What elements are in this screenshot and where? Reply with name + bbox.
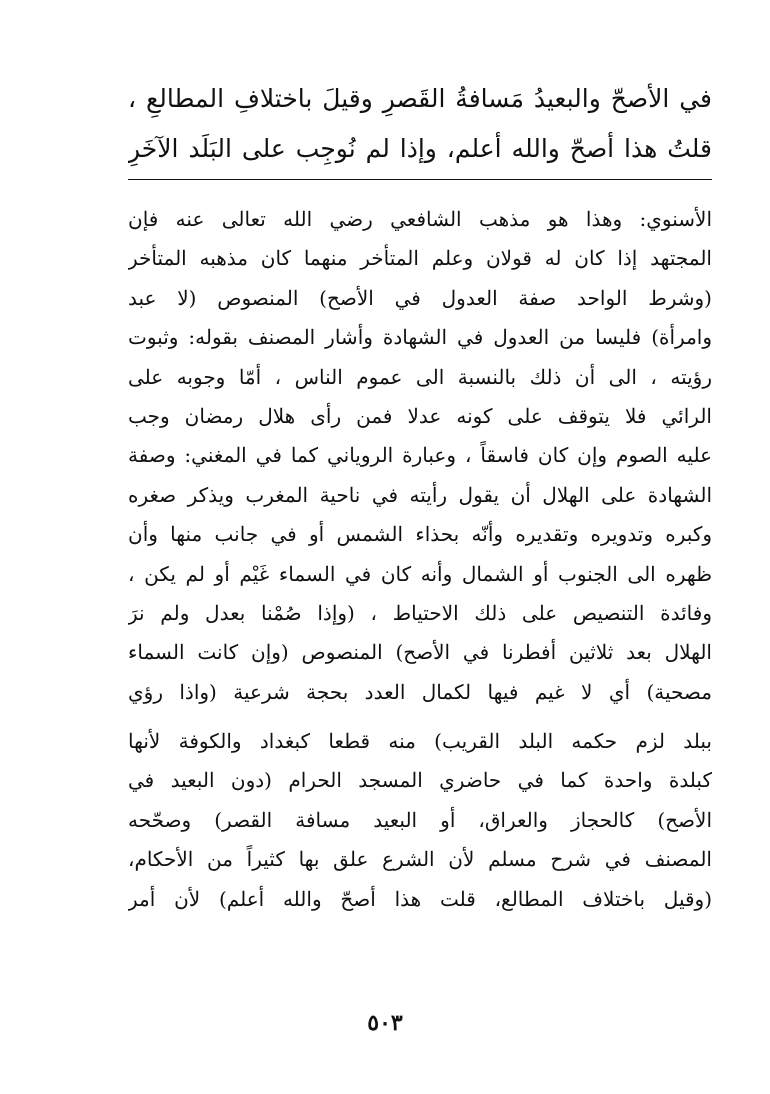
page-number: ٥٠٣ [367,1010,403,1036]
commentary-line: عليه الصوم وإن كان فاسقاً ، وعبارة الروياني كما في المغني: وصفة [128,443,712,468]
commentary-line: وامرأة) فليسا من العدول في الشهادة وأشار المصنف بقوله: وثبوت [128,325,712,350]
commentary-block [128,200,712,919]
commentary-line: (وقيل باختلاف المطالع، قلت هذا أصحّ والله أعلم) لأن أمر [128,886,712,911]
commentary-line: وكبره وتدويره وتقديره وأنّه بحذاء الشمس أو في جانب منها وأن [128,522,712,547]
commentary-line: الهلال بعد ثلاثين أفطرنا في الأصح) المنصوص (وإن كانت السماء [128,640,712,665]
main-text-line: قلتُ هذا أصحّ والله أعلم، وإذا لم نُوجِب على البَلَد الآخَرِ [128,134,712,163]
main-text-line: في الأصحّ والبعيدُ مَسافةُ القَصرِ وقيلَ باختلافِ المطالعِ ، [128,84,712,113]
commentary-line: رؤيته ، الى أن ذلك بالنسبة الى عموم الناس ، أمّا وجوبه على [128,364,712,389]
commentary-line: ظهره الى الجنوب أو الشمال وأنه كان في السماء غَيْم أو لم يكن ، [128,561,712,586]
commentary-line: الأصح) كالحجاز والعراق، أو البعيد مسافة القصر) وصحّحه [128,807,712,832]
commentary-line: (وشرط الواحد صفة العدول في الأصح) المنصوص (لا عبد [128,285,712,310]
commentary-line: وفائدة التنصيص على ذلك الاحتياط ، (وإذا صُمْنا بعدل ولم نرَ [128,600,712,625]
commentary-line: الرائي فلا يتوقف على كونه عدلا فمن رأى هلال رمضان وجب [128,403,712,428]
main-text-block [128,74,712,174]
commentary-line: كبلدة واحدة كما في حاضري المسجد الحرام (دون البعيد في [128,768,712,793]
separator-rule [128,179,712,180]
commentary-line: الأسنوي: وهذا هو مذهب الشافعي رضي الله تعالى عنه فإن [128,207,712,231]
commentary-line: ببلد لزم حكمه البلد القريب) منه قطعا كبغداد والكوفة لأنها [128,729,712,754]
commentary-line: الشهادة على الهلال أن يقول رأيته في ناحية المغرب ويذكر صغره [128,482,712,507]
commentary-line: المجتهد إذا كان له قولان وعلم المتأخر منهما كان مذهبه المتأخر [128,246,712,271]
commentary-line: المصنف في شرح مسلم لأن الشرع علق بها كثيراً من الأحكام، [128,847,712,872]
commentary-line: مصحية) أي لا غيم فيها لكمال العدد بحجة شرعية (واذا رؤي [128,679,712,704]
